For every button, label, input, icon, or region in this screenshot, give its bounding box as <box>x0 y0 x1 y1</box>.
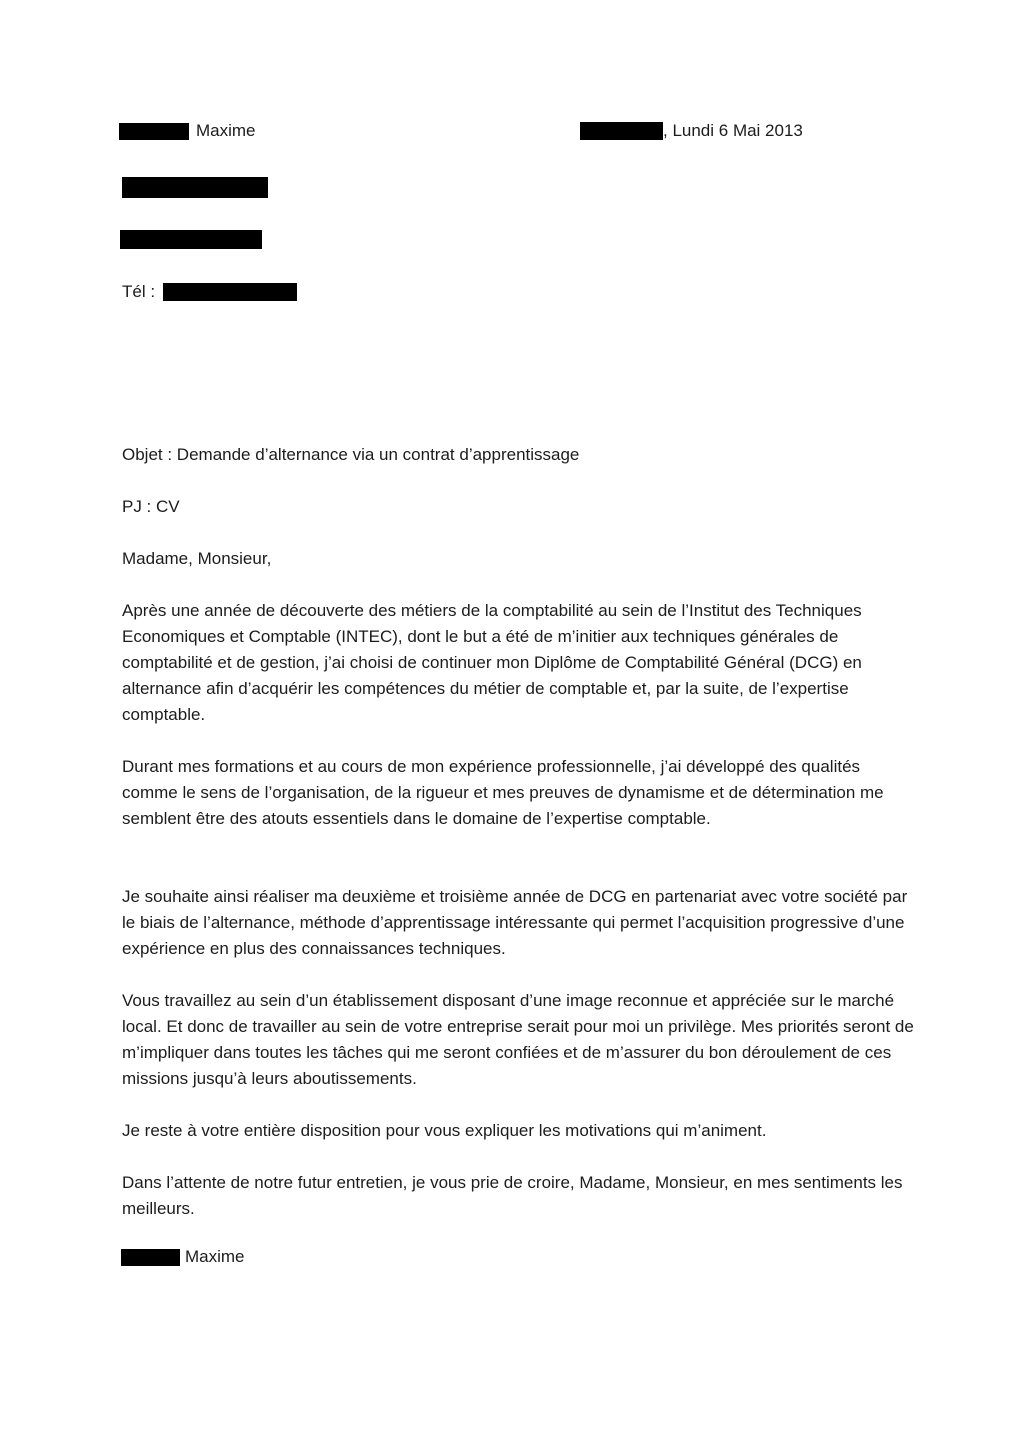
redacted-phone-number-bar <box>163 283 297 301</box>
subject-line: Objet : Demande d’alternance via un contrat d’apprentissage <box>122 445 580 464</box>
redacted-signature-last-name-bar <box>121 1249 180 1266</box>
paragraph-project: Je souhaite ainsi réaliser ma deuxième et troisième année de DCG en partenariat avec votre société par le biais de l’alternance, méthode d’apprentissage intéressante qui permet l’acquisition progressive d’une expérience en plus des connaissances techniques. <box>122 887 908 958</box>
redacted-sender-last-name-bar <box>119 123 189 140</box>
paragraph-availability: Je reste à votre entière disposition pour vous expliquer les motivations qui m’animent. <box>122 1121 767 1140</box>
attachment-line: PJ : CV <box>122 497 180 516</box>
salutation: Madame, Monsieur, <box>122 549 272 568</box>
redacted-address-line-2-bar <box>120 230 262 249</box>
redacted-address-line-1-bar <box>122 177 268 198</box>
redacted-city-bar <box>580 122 663 140</box>
signature-first-name: Maxime <box>185 1247 245 1266</box>
paragraph-company: Vous travaillez au sein d’un établissement disposant d’une image reconnue et appréciée sur le marché local. Et donc de travailler au sein de votre entreprise serait pour moi un privilège. Mes priorités seront de m’impliquer dans toutes les tâches qui me seront confiées et de m’assurer du bon déroulement de ces missions jusqu’à leurs aboutissements. <box>122 991 914 1088</box>
date-text: , Lundi 6 Mai 2013 <box>663 121 803 140</box>
signature-row <box>121 1246 245 1268</box>
sender-first-name: Maxime <box>196 121 256 140</box>
tel-label: Tél : <box>122 282 156 301</box>
sender-name-row <box>119 120 256 142</box>
paragraph-qualities: Durant mes formations et au cours de mon expérience professionnelle, j’ai développé des qualités comme le sens de l’organisation, de la rigueur et mes preuves de dynamisme et de détermination me semblent être des atouts essentiels dans le domaine de l’expertise comptable. <box>122 757 884 828</box>
phone-row <box>122 281 297 303</box>
date-row <box>580 120 803 142</box>
paragraph-intro: Après une année de découverte des métiers de la comptabilité au sein de l’Institut des Techniques Economiques et Comptable (INTEC), dont le but a été de m’initier aux techniques générales de comptabilité et de gestion, j’ai choisi de continuer mon Diplôme de Comptabilité Général (DCG) en alternance afin d’acquérir les compétences du métier de comptable et, par la suite, de l’expertise comptable. <box>122 601 862 724</box>
paragraph-closing: Dans l’attente de notre futur entretien, je vous prie de croire, Madame, Monsieur, en mes sentiments les meilleurs. <box>122 1173 903 1218</box>
